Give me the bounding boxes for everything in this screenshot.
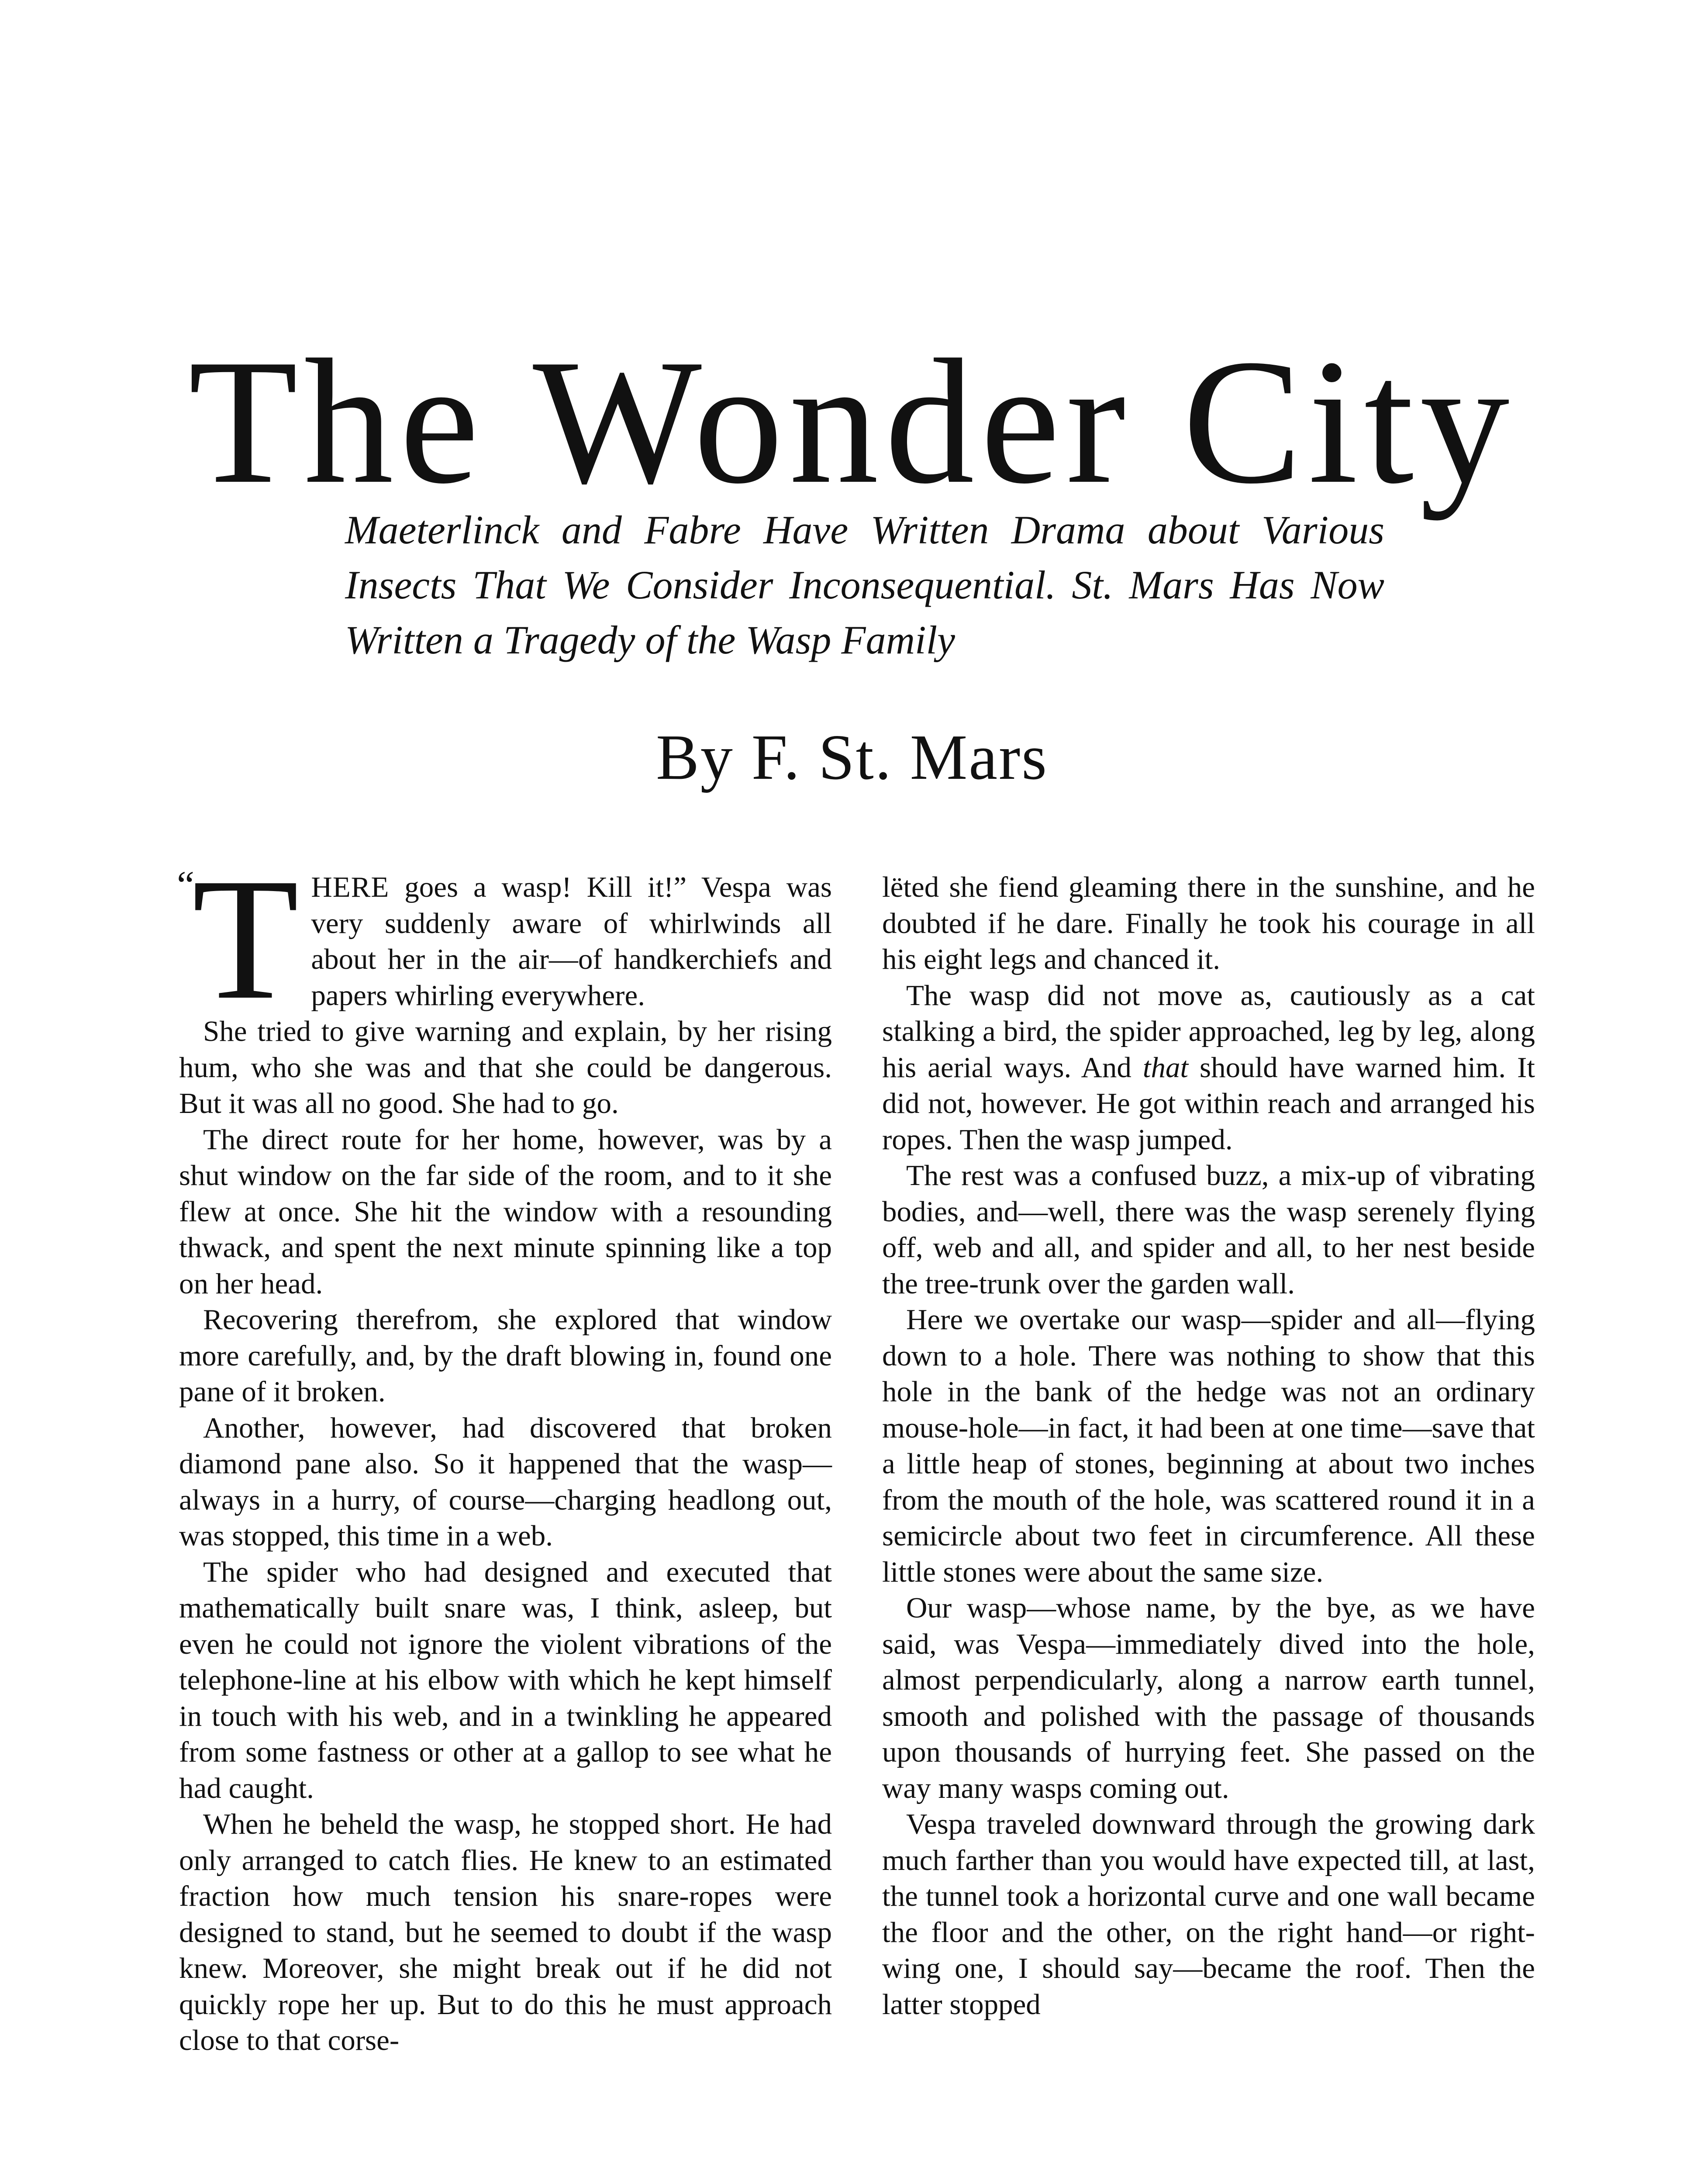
article-byline: By F. St. Mars	[656, 722, 1048, 793]
paragraph: Vespa traveled downward through the growing dark much farther than you would have expected till, at last, the tunnel took a horizontal curve and one wall became the floor and the other, on the right hand—or right-wing one, I should say—became the roof. Then the latter stopped	[882, 1808, 1535, 2021]
paragraph: Here we overtake our wasp—spider and all—flying down to a hole. There was nothing to show that this hole in the bank of the hedge was not an ordinary mouse-hole—in fact, it had been at one time—save that a little heap of stones, beginning at about two inches from the mouth of the hole, was scattered round it in a semicircle about two feet in circumference. All these little stones were about the same size.	[882, 1303, 1535, 1588]
article-subtitle: Maeterlinck and Fabre Have Written Drama about Various Insects That We Consider Inconsequential. St. Mars Has Now Written a Tragedy of the Wasp Family	[345, 508, 1384, 662]
continued-paragraph: lëted she fiend gleaming there in the sunshine, and he doubted if he dare. Finally he took his courage in all his eight legs and chanced it.	[882, 871, 1535, 975]
opening-quote-mark: “	[177, 864, 194, 907]
left-column	[177, 842, 832, 2059]
paragraph-text: should have warned him. It did not, however. He got within reach and arranged his ropes. Then the wasp jumped.	[882, 1051, 1535, 1156]
drop-cap: T	[192, 842, 299, 1036]
paragraph-text: The wasp did not move as, cautiously as a cat stalking a bird, the spider approached, leg by leg, along his aerial ways. And	[882, 979, 1535, 1084]
paragraph: Recovering therefrom, she explored that window more carefully, and, by the draft blowing in, found one pane of it broken.	[179, 1303, 832, 1408]
paragraph: The spider who had designed and executed that mathematically built snare was, I think, asleep, but even he could not ignore the violent vibrations of the telephone-line at his elbow with which he kept himself in touch with his web, and in a twinkling he appeared from some fastness or other at a gallop to see what he had caught.	[179, 1555, 832, 1804]
article-title: The Wonder City	[188, 322, 1516, 521]
opening-text: goes a wasp! Kill it!” Vespa was very suddenly aware of whirlwinds all about her in the air—of handkerchiefs and papers whirling everywhere.	[311, 871, 832, 1012]
paragraph: She tried to give warning and explain, by her rising hum, who she was and that she could be dangerous. But it was all no good. She had to go.	[179, 1015, 832, 1120]
paragraph: The direct route for her home, however, was by a shut window on the far side of the room, and to it she flew at once. She hit the window with a resounding thwack, and spent the next minute spinning like a top on her head.	[179, 1123, 832, 1300]
paragraph: Our wasp—whose name, by the bye, as we have said, was Vespa—immediately dived into the hole, almost perpendicularly, along a narrow earth tunnel, smooth and polished with the passage of thousands upon thousands of hurrying feet. She passed on the way many wasps coming out.	[882, 1592, 1535, 1804]
opening-lead-word: HERE	[311, 871, 390, 903]
emphasis-word: that	[1142, 1051, 1189, 1084]
opening-paragraph-block	[177, 842, 832, 1036]
paragraph: When he beheld the wasp, he stopped short. He had only arranged to catch flies. He knew to an estimated fraction how much tension his snare-ropes were designed to stand, but he seemed to doubt if the wasp knew. Moreover, she might break out if he did not quickly rope her up. But to do this he must approach close to that corse-	[179, 1808, 832, 2056]
opening-paragraph	[179, 842, 832, 1036]
paragraph: Another, however, had discovered that broken diamond pane also. So it happened that the wasp—always in a hurry, of course—charging headlong out, was stopped, this time in a web.	[179, 1411, 832, 1552]
paragraph: The rest was a confused buzz, a mix-up of vibrating bodies, and—well, there was the wasp serenely flying off, web and all, and spider and all, to her nest beside the tree-trunk over the garden wall.	[882, 1159, 1535, 1300]
right-column	[882, 869, 1535, 2022]
paragraph	[882, 978, 1535, 1158]
